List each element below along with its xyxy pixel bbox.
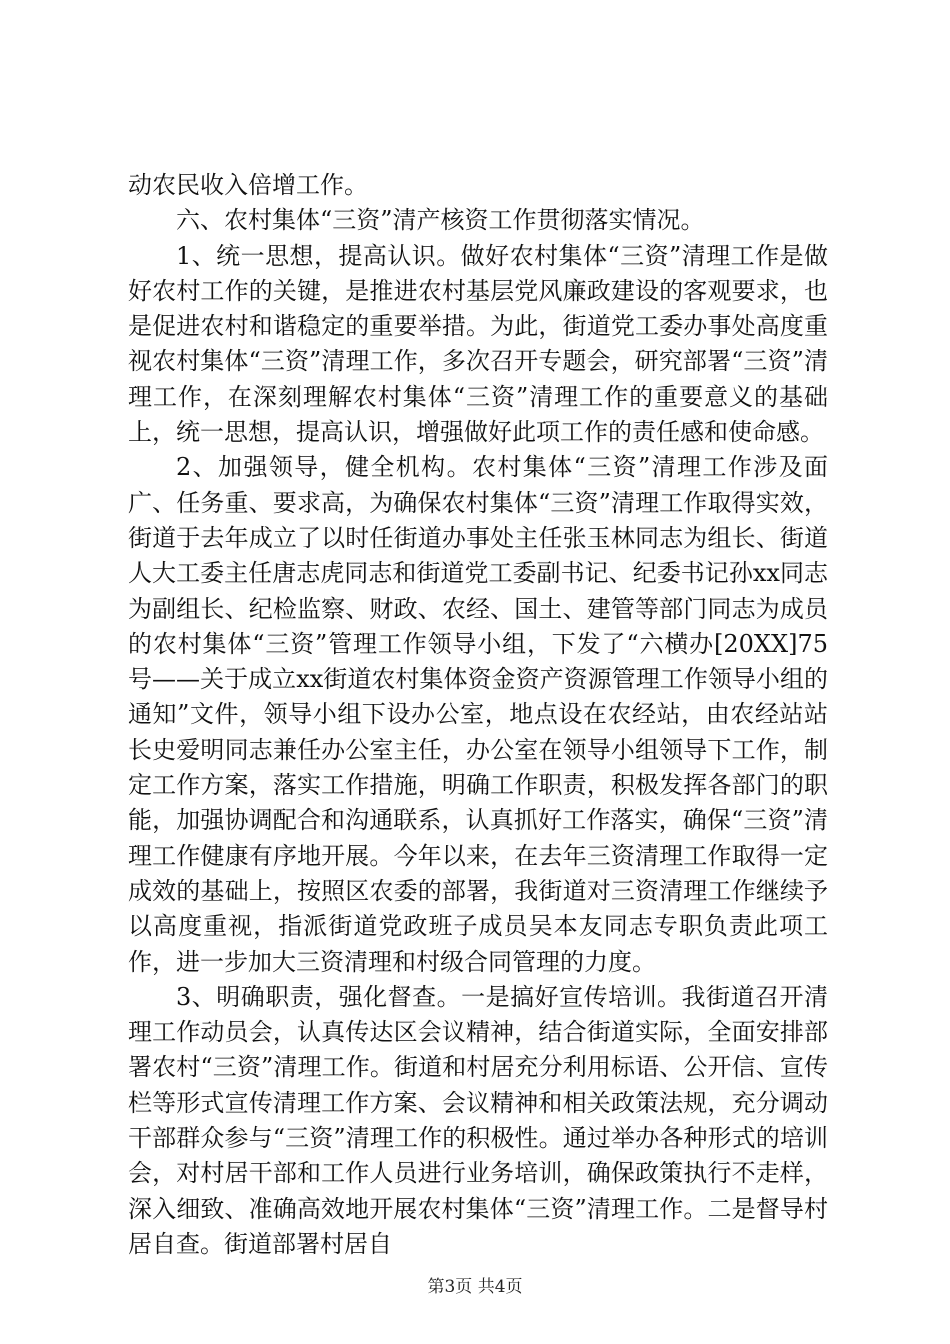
page-footer: 第3页 共4页	[427, 1277, 523, 1297]
section-heading-six: 六、农村集体“三资”清产核资工作贯彻落实情况。	[176, 206, 705, 235]
paragraph-item-1: 1、统一思想，提高认识。做好农村集体“三资”清理工作是做好农村工作的关键，是推进农村基层党风廉政建设的客观要求，也是促进农村和谐稳定的重要举措。为此，街道党工委办事处高度重视农村集体“三资”清理工作，多次召开专题会，研究部署“三资”清理工作，在深刻理解农村集体“三资”清理工作的重要意义的基础上，统一思想，提高认识，增强做好此项工作的责任感和使命感。	[128, 241, 828, 447]
document-body	[128, 168, 828, 1262]
paragraph-item-2: 2、加强领导，健全机构。农村集体“三资”清理工作涉及面广、任务重、要求高，为确保农村集体“三资”清理工作取得实效，街道于去年成立了以时任街道办事处主任张玉林同志为组长、街道人大工委主任唐志虎同志和街道党工委副书记、纪委书记孙xx同志为副组长、纪检监察、财政、农经、国土、建管等部门同志为成员的农村集体“三资”管理工作领导小组，下发了“六横办[20XX]75号——关于成立xx街道农村集体资金资产资源管理工作领导小组的通知”文件，领导小组下设办公室，地点设在农经站，由农经站站长史爱明同志兼任办公室主任，办公室在领导小组领导下工作，制定工作方案，落实工作措施，明确工作职责，积极发挥各部门的职能，加强协调配合和沟通联系，认真抓好工作落实，确保“三资”清理工作健康有序地开展。今年以来，在去年三资清理工作取得一定成效的基础上，按照区农委的部署，我街道对三资清理工作继续予以高度重视，指派街道党政班子成员吴本友同志专职负责此项工作，进一步加大三资清理和村级合同管理的力度。	[128, 453, 828, 976]
paragraph-continuation: 动农民收入倍增工作。	[128, 171, 368, 199]
paragraph-item-3: 3、明确职责，强化督查。一是搞好宣传培训。我街道召开清理工作动员会，认真传达区会议精神，结合街道实际，全面安排部署农村“三资”清理工作。街道和村居充分利用标语、公开信、宣传栏等形式宣传清理工作方案、会议精神和相关政策法规，充分调动干部群众参与“三资”清理工作的积极性。通过举办各种形式的培训会，对村居干部和工作人员进行业务培训，确保政策执行不走样，深入细致、准确高效地开展农村集体“三资”清理工作。二是督导村居自查。街道部署村居自	[128, 982, 828, 1258]
